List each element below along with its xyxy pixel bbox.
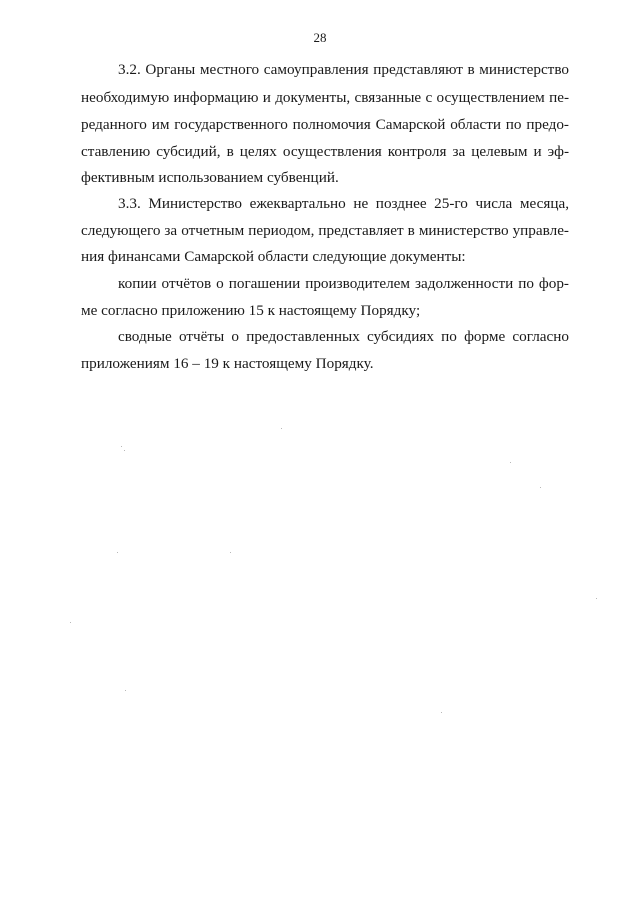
scan-speck — [540, 487, 541, 488]
text-line: копии отчётов о погашении производителем задолженности по фор- — [118, 275, 569, 292]
text-line: 3.3. Министерство ежеквартально не позднее 25-го числа месяца, — [118, 195, 569, 212]
text-line: ме согласно приложению 15 к настоящему Порядку; — [81, 302, 421, 319]
scan-speck — [70, 622, 71, 623]
scan-speck — [441, 712, 442, 713]
scan-speck — [117, 552, 118, 553]
text-line: ния финансами Самарской области следующие документы: — [81, 248, 466, 265]
text-line: сводные отчёты о предоставленных субсидиях по форме согласно — [118, 328, 569, 345]
scan-speck — [125, 690, 126, 691]
scan-speck — [510, 462, 511, 463]
text-line: приложениям 16 – 19 к настоящему Порядку. — [81, 355, 374, 372]
text-line: 3.2. Органы местного самоуправления представляют в министерство — [118, 61, 569, 78]
scan-speck — [596, 598, 597, 599]
page-number: 28 — [313, 30, 327, 45]
scan-speck — [281, 428, 282, 429]
text-line: следующего за отчетным периодом, представляет в министерство управле- — [81, 222, 569, 239]
scan-speck — [230, 552, 231, 553]
text-line: ставлению субсидий, в целях осуществления контроля за целевым и эф- — [81, 143, 569, 160]
scan-speck — [121, 446, 122, 447]
scan-speck — [124, 450, 125, 451]
text-line: фективным использованием субвенций. — [81, 169, 339, 186]
text-line: реданного им государственного полномочия Самарской области по предо- — [81, 116, 569, 133]
text-line: необходимую информацию и документы, связанные с осуществлением пе- — [81, 89, 569, 106]
